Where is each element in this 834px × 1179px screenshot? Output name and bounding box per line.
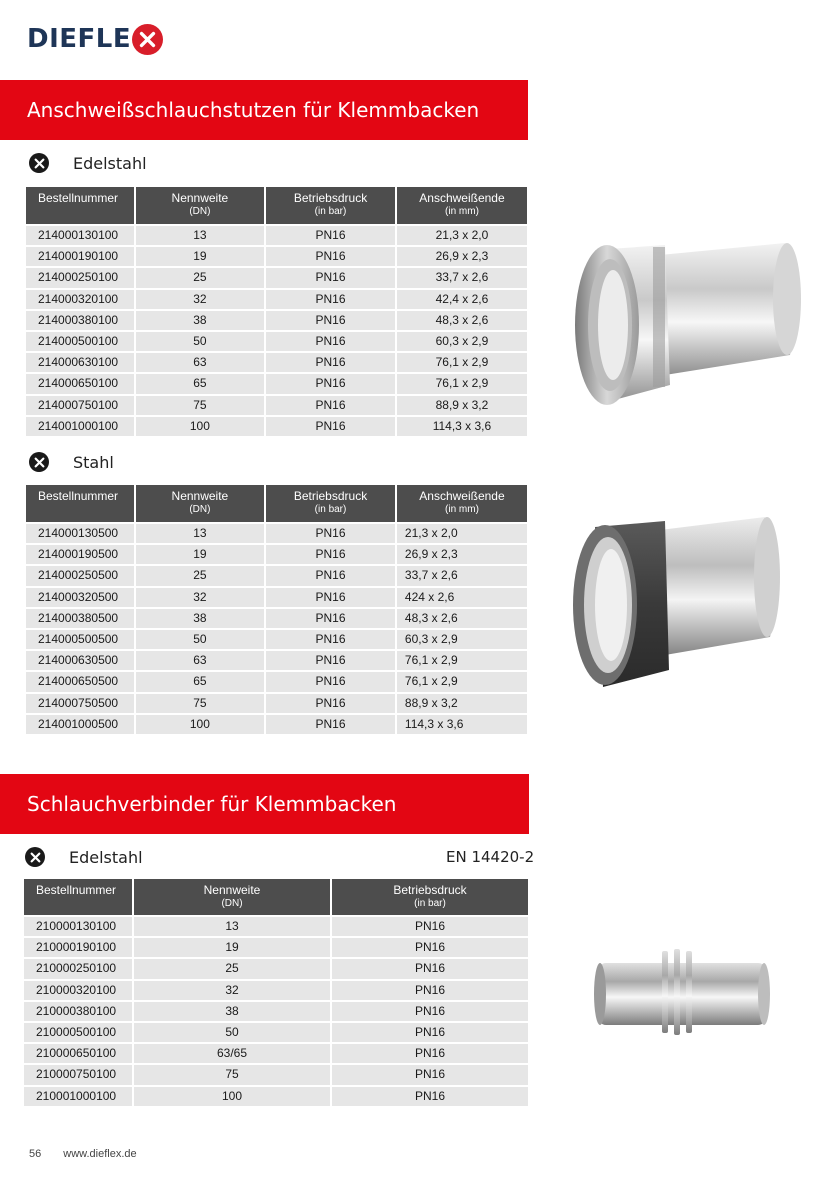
website-url: www.dieflex.de	[63, 1148, 137, 1160]
brand-x-icon	[132, 24, 163, 55]
cell-nennweite: 38	[136, 609, 264, 628]
cell-anschweissende: 48,3 x 2,6	[397, 609, 527, 628]
cell-betriebsdruck: PN16	[266, 374, 395, 393]
cell-anschweissende: 88,9 x 3,2	[397, 694, 527, 713]
cell-betriebsdruck: PN16	[332, 981, 528, 1000]
cell-betriebsdruck: PN16	[266, 524, 395, 543]
table-row	[26, 268, 527, 287]
table-row	[26, 247, 527, 266]
cell-betriebsdruck: PN16	[266, 651, 395, 670]
cell-bestellnummer: 214001000500	[26, 715, 134, 734]
page-footer	[29, 1148, 137, 1160]
cell-betriebsdruck: PN16	[266, 588, 395, 607]
cell-betriebsdruck: PN16	[266, 290, 395, 309]
table-row	[26, 374, 527, 393]
cell-nennweite: 19	[134, 938, 330, 957]
column-header-bestellnummer	[26, 485, 134, 522]
product-photo-schlauchverbinder	[590, 935, 775, 1040]
x-bullet-icon	[25, 847, 45, 867]
table-row	[24, 1065, 528, 1084]
cell-anschweissende: 33,7 x 2,6	[397, 268, 527, 287]
table-row	[26, 694, 527, 713]
norm-label: EN 14420-2	[446, 848, 535, 866]
cell-bestellnummer: 214000630100	[26, 353, 134, 372]
cell-nennweite: 65	[136, 374, 264, 393]
cell-bestellnummer: 214001000100	[26, 417, 134, 436]
brand-wordmark: DIEFLE	[27, 24, 132, 54]
column-header-label: Nennweite	[171, 191, 229, 205]
cell-betriebsdruck: PN16	[266, 226, 395, 245]
product-photo-stahl-stutzen	[565, 505, 790, 705]
cell-anschweissende: 76,1 x 2,9	[397, 672, 527, 691]
cell-bestellnummer: 210000750100	[24, 1065, 132, 1084]
table-row	[26, 588, 527, 607]
cell-bestellnummer: 210000380100	[24, 1002, 132, 1021]
cell-betriebsdruck: PN16	[266, 417, 395, 436]
table-row	[26, 609, 527, 628]
material-label: Edelstahl	[73, 153, 147, 173]
column-header-label: Anschweißende	[419, 191, 505, 205]
cell-betriebsdruck: PN16	[266, 672, 395, 691]
cell-bestellnummer: 214000190100	[26, 247, 134, 266]
table-row	[26, 396, 527, 415]
cell-nennweite: 25	[136, 268, 264, 287]
cell-nennweite: 100	[136, 715, 264, 734]
cell-bestellnummer: 214000380100	[26, 311, 134, 330]
cell-bestellnummer: 214000650100	[26, 374, 134, 393]
table-row	[26, 332, 527, 351]
cell-betriebsdruck: PN16	[332, 959, 528, 978]
table-row	[26, 524, 527, 543]
cell-bestellnummer: 214000130100	[26, 226, 134, 245]
cell-nennweite: 13	[134, 917, 330, 936]
cell-betriebsdruck: PN16	[266, 545, 395, 564]
material-heading-edelstahl-verbinder	[25, 847, 143, 867]
cell-bestellnummer: 214000250100	[26, 268, 134, 287]
cell-bestellnummer: 214000500500	[26, 630, 134, 649]
cell-nennweite: 100	[134, 1087, 330, 1106]
cell-betriebsdruck: PN16	[332, 1023, 528, 1042]
table-header-row	[26, 485, 527, 522]
cell-bestellnummer: 214000320500	[26, 588, 134, 607]
column-header-bestellnummer	[24, 879, 132, 915]
table-row	[26, 672, 527, 691]
column-header-label: Anschweißende	[419, 489, 505, 503]
cell-betriebsdruck: PN16	[266, 332, 395, 351]
table-edelstahl-verbinder	[22, 877, 530, 1108]
cell-bestellnummer: 210000500100	[24, 1023, 132, 1042]
table-row	[24, 959, 528, 978]
column-header-unit: (in bar)	[414, 898, 446, 909]
cell-betriebsdruck: PN16	[266, 268, 395, 287]
cell-nennweite: 13	[136, 226, 264, 245]
cell-betriebsdruck: PN16	[332, 938, 528, 957]
cell-betriebsdruck: PN16	[332, 1044, 528, 1063]
cell-bestellnummer: 214000250500	[26, 566, 134, 585]
table-row	[26, 715, 527, 734]
cell-nennweite: 100	[136, 417, 264, 436]
cell-nennweite: 63/65	[134, 1044, 330, 1063]
x-bullet-icon	[29, 452, 49, 472]
cell-nennweite: 75	[134, 1065, 330, 1084]
cell-nennweite: 25	[134, 959, 330, 978]
table-row	[26, 353, 527, 372]
table-row	[26, 630, 527, 649]
column-header-label: Betriebsdruck	[393, 883, 467, 897]
section-banner-anschweiss	[0, 80, 528, 140]
cell-bestellnummer: 214000650500	[26, 672, 134, 691]
column-header-betriebsdruck	[332, 879, 528, 915]
cell-anschweissende: 60,3 x 2,9	[397, 630, 527, 649]
column-header-label: Betriebsdruck	[293, 191, 368, 205]
cell-anschweissende: 88,9 x 3,2	[397, 396, 527, 415]
table-row	[24, 981, 528, 1000]
material-heading-edelstahl	[29, 153, 147, 173]
cell-nennweite: 63	[136, 651, 264, 670]
cell-nennweite: 50	[136, 630, 264, 649]
cell-nennweite: 25	[136, 566, 264, 585]
cell-betriebsdruck: PN16	[266, 396, 395, 415]
table-row	[26, 417, 527, 436]
table-row	[24, 1002, 528, 1021]
column-header-nennweite	[134, 879, 330, 915]
column-header-anschweissende	[397, 187, 527, 224]
cell-bestellnummer: 214000380500	[26, 609, 134, 628]
cell-betriebsdruck: PN16	[266, 715, 395, 734]
cell-anschweissende: 33,7 x 2,6	[397, 566, 527, 585]
column-header-unit: (in bar)	[314, 206, 347, 217]
column-header-betriebsdruck	[266, 485, 395, 522]
column-header-unit: (in mm)	[445, 206, 479, 217]
cell-anschweissende: 48,3 x 2,6	[397, 311, 527, 330]
cell-anschweissende: 26,9 x 2,3	[397, 545, 527, 564]
material-heading-stahl	[29, 452, 114, 472]
material-label: Edelstahl	[69, 847, 143, 867]
column-header-unit: (DN)	[189, 206, 211, 217]
cell-betriebsdruck: PN16	[266, 353, 395, 372]
table-stahl-stutzen	[24, 483, 529, 736]
product-photo-edelstahl-stutzen	[565, 225, 810, 425]
cell-nennweite: 38	[136, 311, 264, 330]
cell-nennweite: 32	[136, 588, 264, 607]
cell-betriebsdruck: PN16	[266, 247, 395, 266]
cell-anschweissende: 424 x 2,6	[397, 588, 527, 607]
cell-bestellnummer: 214000750500	[26, 694, 134, 713]
table-row	[26, 651, 527, 670]
column-header-label: Nennweite	[171, 489, 229, 503]
column-header-nennweite	[136, 187, 264, 224]
column-header-label: Bestellnummer	[38, 489, 119, 503]
column-header-bestellnummer	[26, 187, 134, 224]
cell-nennweite: 19	[136, 545, 264, 564]
page-number: 56	[29, 1148, 42, 1160]
table-row	[24, 938, 528, 957]
cell-betriebsdruck: PN16	[266, 566, 395, 585]
cell-nennweite: 32	[136, 290, 264, 309]
cell-nennweite: 19	[136, 247, 264, 266]
column-header-label: Betriebsdruck	[293, 489, 368, 503]
section-title: Schlauchverbinder für Klemmbacken	[27, 792, 397, 816]
column-header-betriebsdruck	[266, 187, 395, 224]
cell-betriebsdruck: PN16	[266, 630, 395, 649]
cell-betriebsdruck: PN16	[332, 1087, 528, 1106]
cell-anschweissende: 21,3 x 2,0	[397, 226, 527, 245]
cell-bestellnummer: 214000320100	[26, 290, 134, 309]
cell-nennweite: 63	[136, 353, 264, 372]
cell-bestellnummer: 210000130100	[24, 917, 132, 936]
cell-nennweite: 50	[136, 332, 264, 351]
cell-betriebsdruck: PN16	[266, 311, 395, 330]
cell-bestellnummer: 210000650100	[24, 1044, 132, 1063]
table-row	[24, 1044, 528, 1063]
material-label: Stahl	[73, 452, 114, 472]
cell-nennweite: 50	[134, 1023, 330, 1042]
column-header-anschweissende	[397, 485, 527, 522]
column-header-label: Bestellnummer	[38, 191, 119, 205]
cell-nennweite: 32	[134, 981, 330, 1000]
section-title: Anschweißschlauchstutzen für Klemmbacken	[27, 98, 480, 122]
section-banner-verbinder	[0, 774, 529, 834]
table-row	[26, 311, 527, 330]
cell-betriebsdruck: PN16	[266, 694, 395, 713]
column-header-nennweite	[136, 485, 264, 522]
cell-nennweite: 75	[136, 396, 264, 415]
cell-nennweite: 75	[136, 694, 264, 713]
table-row	[26, 566, 527, 585]
cell-anschweissende: 60,3 x 2,9	[397, 332, 527, 351]
cell-bestellnummer: 214000630500	[26, 651, 134, 670]
table-row	[26, 545, 527, 564]
column-header-label: Bestellnummer	[36, 883, 117, 897]
x-bullet-icon	[29, 153, 49, 173]
table-edelstahl-stutzen	[24, 185, 529, 438]
cell-betriebsdruck: PN16	[266, 609, 395, 628]
cell-bestellnummer: 214000190500	[26, 545, 134, 564]
cell-betriebsdruck: PN16	[332, 1002, 528, 1021]
column-header-unit: (in mm)	[445, 504, 479, 515]
column-header-unit: (in bar)	[314, 504, 347, 515]
table-row	[26, 226, 527, 245]
cell-bestellnummer: 214000750100	[26, 396, 134, 415]
cell-anschweissende: 114,3 x 3,6	[397, 417, 527, 436]
cell-anschweissende: 76,1 x 2,9	[397, 374, 527, 393]
table-row	[26, 290, 527, 309]
cell-anschweissende: 76,1 x 2,9	[397, 353, 527, 372]
column-header-unit: (DN)	[221, 898, 243, 909]
table-header-row	[26, 187, 527, 224]
table-row	[24, 1087, 528, 1106]
cell-bestellnummer: 210000250100	[24, 959, 132, 978]
table-row	[24, 1023, 528, 1042]
cell-nennweite: 38	[134, 1002, 330, 1021]
cell-anschweissende: 26,9 x 2,3	[397, 247, 527, 266]
brand-logo	[27, 22, 163, 56]
column-header-unit: (DN)	[189, 504, 211, 515]
column-header-label: Nennweite	[203, 883, 261, 897]
cell-anschweissende: 42,4 x 2,6	[397, 290, 527, 309]
cell-nennweite: 13	[136, 524, 264, 543]
table-header-row	[24, 879, 528, 915]
cell-anschweissende: 76,1 x 2,9	[397, 651, 527, 670]
cell-betriebsdruck: PN16	[332, 917, 528, 936]
cell-anschweissende: 21,3 x 2,0	[397, 524, 527, 543]
cell-bestellnummer: 210000320100	[24, 981, 132, 1000]
cell-bestellnummer: 214000500100	[26, 332, 134, 351]
cell-bestellnummer: 214000130500	[26, 524, 134, 543]
cell-bestellnummer: 210000190100	[24, 938, 132, 957]
cell-anschweissende: 114,3 x 3,6	[397, 715, 527, 734]
cell-betriebsdruck: PN16	[332, 1065, 528, 1084]
table-row	[24, 917, 528, 936]
cell-bestellnummer: 210001000100	[24, 1087, 132, 1106]
cell-nennweite: 65	[136, 672, 264, 691]
